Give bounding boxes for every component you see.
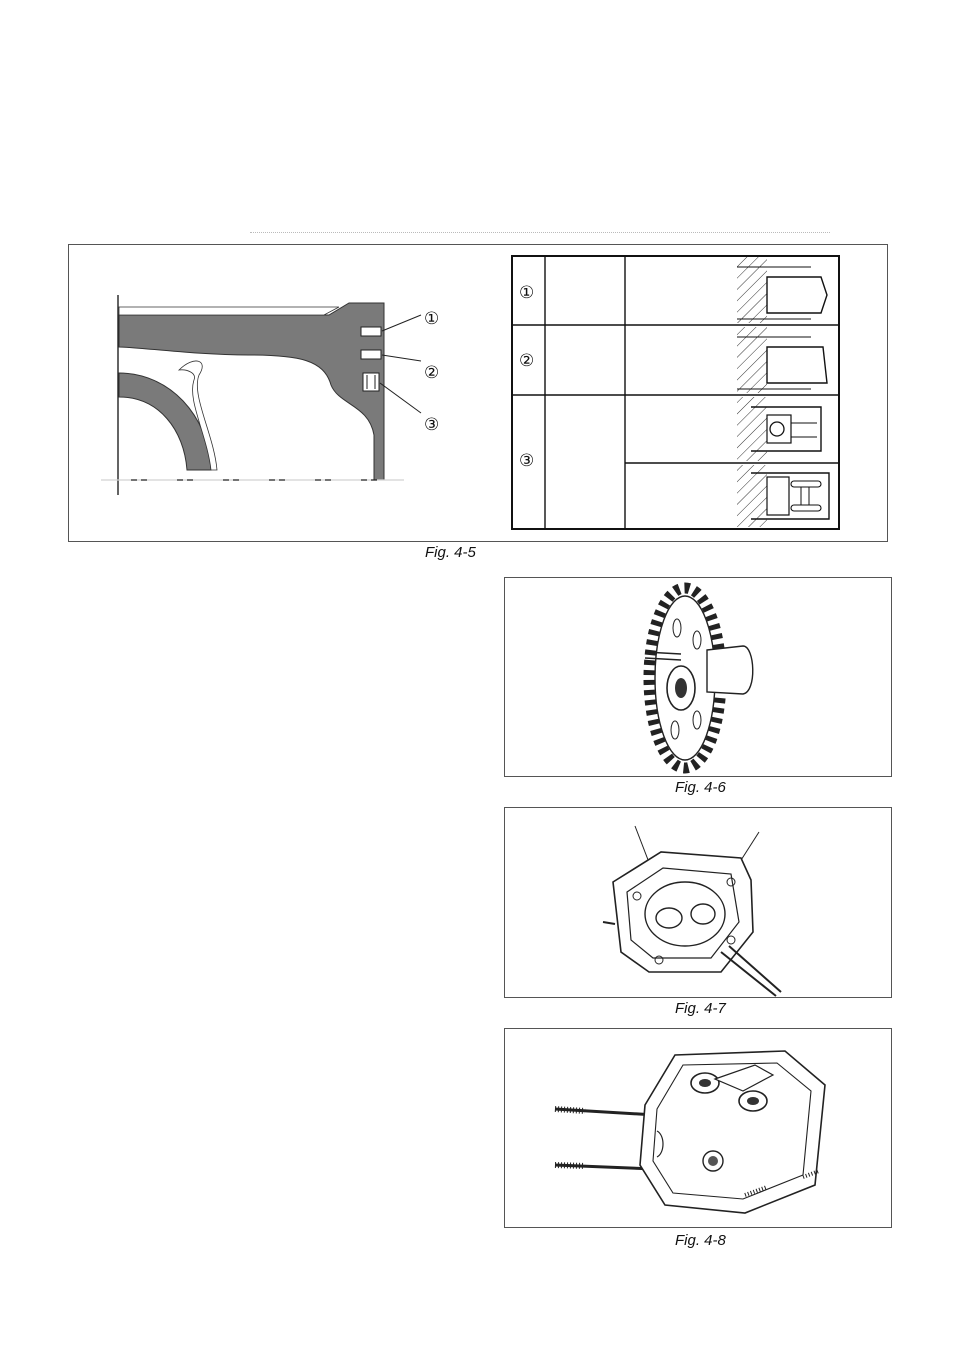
- figure-caption-4-6: Fig. 4-6: [675, 779, 726, 796]
- callout-1: ①: [424, 309, 440, 329]
- ring-profile-table: [511, 255, 841, 531]
- figure-4-7: [504, 807, 892, 998]
- cylinder-head-valves-drawing: [601, 822, 801, 998]
- piston-section-drawing: [99, 285, 459, 515]
- figure-4-5: [68, 244, 888, 542]
- scan-artifact-line: [250, 232, 830, 236]
- figure-caption-4-5: Fig. 4-5: [425, 544, 476, 561]
- table-row-label-3: ③: [519, 451, 535, 471]
- callout-3: ③: [424, 415, 440, 435]
- figure-4-6: [504, 577, 892, 777]
- figure-4-8: [504, 1028, 892, 1228]
- callout-2: ②: [424, 363, 440, 383]
- figure-caption-4-8: Fig. 4-8: [675, 1232, 726, 1249]
- table-row-label-1: ①: [519, 283, 535, 303]
- figure-caption-4-7: Fig. 4-7: [675, 1000, 726, 1017]
- camshaft-gear-drawing: [625, 580, 775, 774]
- table-row-label-2: ②: [519, 351, 535, 371]
- cylinder-head-rocker-drawing: [545, 1035, 845, 1225]
